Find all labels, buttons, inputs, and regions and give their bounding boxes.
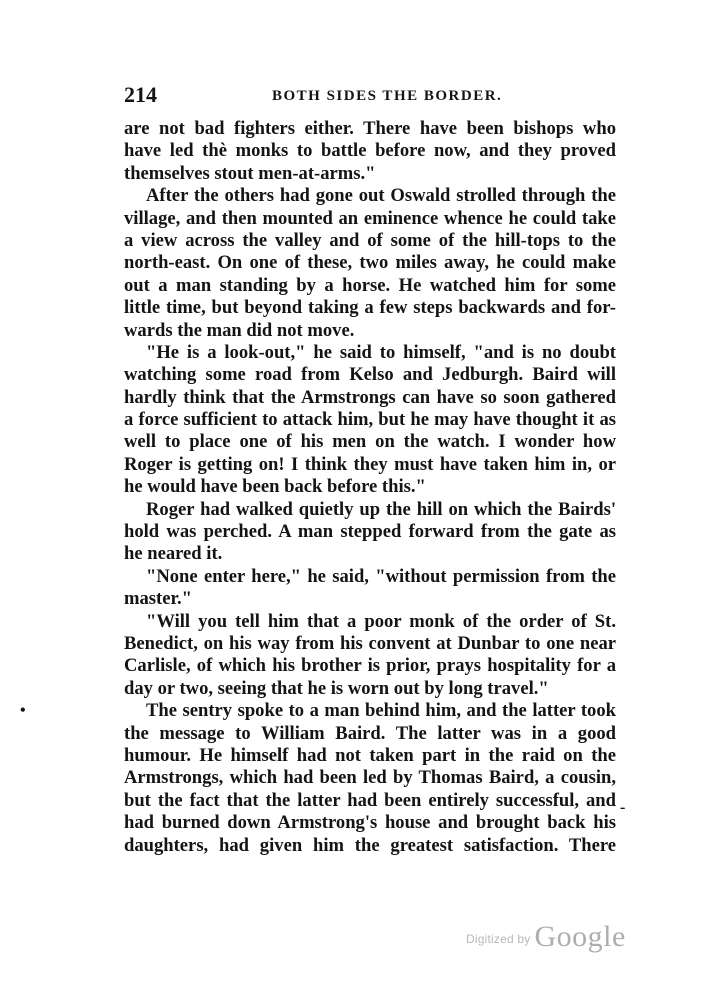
text-line: wards the man did not move. (124, 319, 355, 341)
text-line: master." (124, 588, 192, 610)
text-line: Benedict, on his way from his convent at Dunbar to one near (124, 632, 616, 654)
text-line: out a man standing by a horse. He watched him for some (124, 274, 616, 296)
text-line: hardly think that the Armstrongs can have so soon gathered (124, 386, 616, 408)
google-logo: Google (534, 920, 626, 953)
running-head (124, 80, 616, 110)
text-line: humour. He himself had not taken part in the raid on the (124, 744, 616, 766)
margin-dot-mark: • (20, 702, 26, 719)
text-line: day or two, seeing that he is worn out by long travel." (124, 677, 549, 699)
text-line: he would have been back before this." (124, 476, 426, 498)
text-line: the message to William Baird. The latter was in a good (124, 722, 616, 744)
text-line: he neared it. (124, 543, 223, 565)
text-line: well to place one of his men on the watch. I wonder how (124, 431, 616, 453)
text-line: "Will you tell him that a poor monk of the order of St. (146, 610, 616, 632)
page-number: 214 (124, 82, 157, 107)
text-line: Carlisle, of which his brother is prior, prays hospitality for a (124, 655, 616, 677)
text-line: After the others had gone out Oswald strolled through the (146, 185, 616, 207)
text-line: had burned down Armstrong's house and brought back his (124, 812, 616, 834)
text-line: are not bad fighters either. There have been bishops who (124, 118, 616, 139)
running-title: BOTH SIDES THE BORDER. (272, 88, 503, 104)
margin-dash-mark: - (620, 799, 626, 816)
text-line: village, and then mounted an eminence whence he could take (124, 207, 616, 229)
text-line: The sentry spoke to a man behind him, and the latter took (146, 700, 616, 722)
text-line: Roger is getting on! I think they must have taken him in, or (124, 453, 616, 475)
text-line: have led thè monks to battle before now, and they proved (124, 140, 616, 162)
text-line: "He is a look-out," he said to himself, "and is no doubt (146, 341, 616, 363)
text-line: north-east. On one of these, two miles away, he could make (124, 252, 616, 274)
text-line: watching some road from Kelso and Jedburgh. Baird will (124, 364, 616, 386)
watermark-prefix: Digitized by (466, 932, 531, 946)
text-line: hold was perched. A man stepped forward from the gate as (124, 521, 616, 543)
digitized-by-google-watermark (466, 920, 626, 960)
text-line: a force sufficient to attack him, but he may have thought it as (124, 409, 616, 431)
text-line: a view across the valley and of some of the hill-tops to the (124, 229, 616, 251)
text-line: daughters, had given him the greatest satisfaction. There (124, 834, 616, 856)
text-line: "None enter here," he said, "without permission from the (146, 565, 616, 587)
text-line: Roger had walked quietly up the hill on which the Bairds' (146, 498, 616, 520)
text-line: themselves stout men-at-arms." (124, 162, 376, 184)
text-line: Armstrongs, which had been led by Thomas Baird, a cousin, (124, 767, 616, 789)
text-line: little time, but beyond taking a few steps backwards and for- (124, 297, 616, 319)
body-text (124, 118, 616, 857)
text-line: but the fact that the latter had been entirely successful, and (124, 789, 616, 811)
